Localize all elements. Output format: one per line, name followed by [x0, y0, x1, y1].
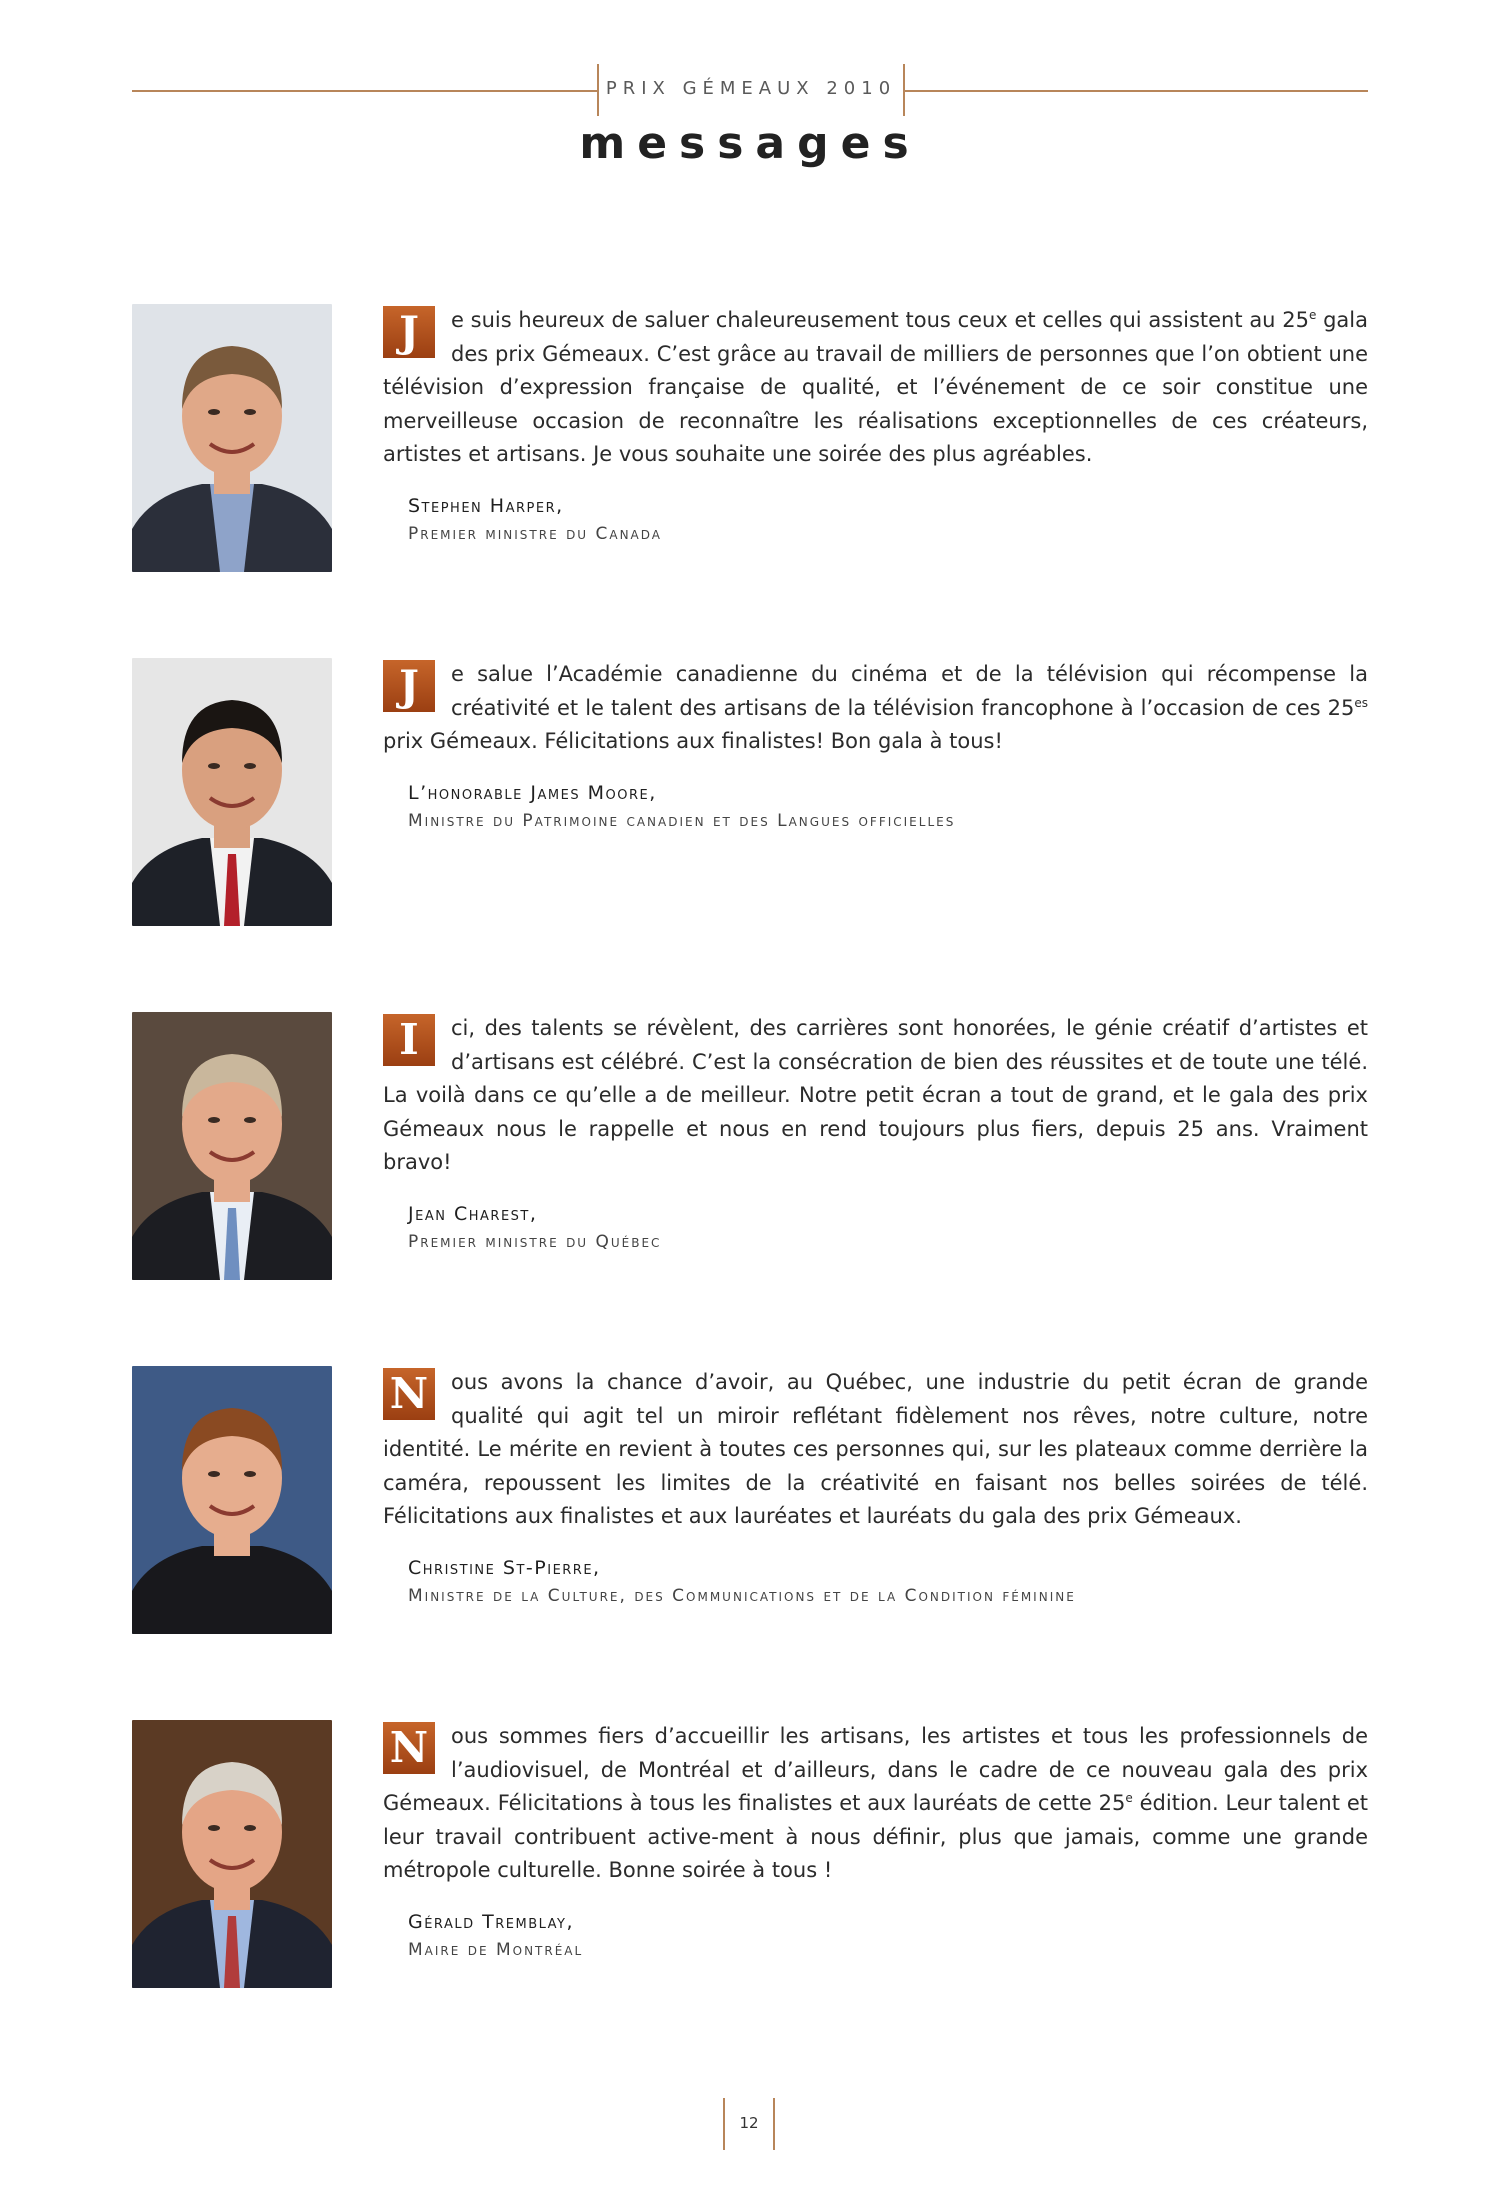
signatory-title: Ministre du Patrimoine canadien et des Langues officielles [408, 810, 956, 831]
message-block [132, 1366, 1368, 1636]
portrait-photo [132, 1366, 332, 1634]
message-text: ci, des talents se révèlent, des carrières sont honorées, le génie créatif d’artistes et d’artisans est célébré. C’est la consécration de bien des réussites et de toute une télé. La voilà dans ce qu’elle a de meilleur. Notre petit écran a tout de grand, et le gala des prix Gémeaux nous le rappelle et nous en rend toujours plus fiers, depuis 25 ans. Vraiment bravo! [383, 1016, 1368, 1174]
message-block [132, 304, 1368, 574]
header-rule-right [905, 90, 1368, 92]
signatory-title: Premier ministre du Canada [408, 523, 662, 544]
signatory-name: Jean Charest, [408, 1202, 538, 1225]
portrait-photo [132, 304, 332, 572]
header-kicker: PRIX GÉMEAUX 2010 [605, 78, 897, 99]
message-block [132, 1720, 1368, 1990]
signature [408, 1888, 1368, 1964]
page-number-box [723, 2098, 775, 2150]
message-text: e suis heureux de saluer chaleureusement tous ceux et celles qui assistent au 25e gala des prix Gémeaux. C’est grâce au travail de milliers de personnes que l’on obtient une télévision d’expression française de qualité, et l’événement de ce soir constitue une merveilleuse occasion de reconnaître les réalisations exceptionnelles de ces créateurs, artistes et artisans. Je vous souhaite une soirée des plus agréables. [383, 308, 1369, 466]
drop-cap: J [383, 306, 435, 358]
portrait-photo [132, 1012, 332, 1280]
message-block [132, 658, 1368, 928]
signatory-name: Stephen Harper, [408, 494, 564, 517]
message-body [383, 1366, 1368, 1610]
message-body [383, 1720, 1368, 1964]
signatory-title: Ministre de la Culture, des Communications et de la Condition féminine [408, 1585, 1076, 1606]
signature [408, 1534, 1368, 1610]
drop-cap: N [383, 1368, 435, 1420]
signatory-name: Christine St-Pierre, [408, 1556, 601, 1579]
signature [408, 472, 1368, 548]
signature [408, 759, 1368, 835]
signatory-title: Premier ministre du Québec [408, 1231, 662, 1252]
header-rule-left [132, 90, 597, 92]
message-body [383, 1012, 1368, 1256]
message-body [383, 658, 1368, 835]
drop-cap: I [383, 1014, 435, 1066]
page-number: 12 [739, 2114, 759, 2132]
message-body [383, 304, 1368, 548]
portrait-photo [132, 1720, 332, 1988]
signatory-name: L’honorable James Moore, [408, 781, 657, 804]
drop-cap: N [383, 1722, 435, 1774]
signature [408, 1180, 1368, 1256]
portrait-photo [132, 658, 332, 926]
message-text: e salue l’Académie canadienne du cinéma et de la télévision qui récompense la créativité et le talent des artisans de la télévision francophone à l’occasion de ces $25^{es}$ prix Gémeaux. Félicitations aux finalistes! Bon gala à tous! [383, 662, 1368, 753]
message-block [132, 1012, 1368, 1282]
message-text: ous sommes fiers d’accueillir les artisans, les artistes et tous les professionnels de l’audiovisuel, de Montréal et d’ailleurs, dans le cadre de ce nouveau gala des prix Gémeaux. Félicitations à tous les finalistes et aux lauréats de cette 25e édition. Leur talent et leur travail contribuent active-ment à nous définir, plus que jamais, comme une grande métropole culturelle. Bonne soirée à tous ! [383, 1724, 1368, 1882]
message-text: ous avons la chance d’avoir, au Québec, une industrie du petit écran de grande qualité qui agit tel un miroir reflétant fidèlement nos rêves, notre culture, notre identité. Le mérite en revient à toutes ces personnes qui, sur les plateaux comme derrière la caméra, repoussent les limites de la créativité en faisant nos belles soirées de télé. Félicitations aux finalistes et aux lauréates et lauréats du gala des prix Gémeaux. [383, 1370, 1368, 1528]
header-kicker-box [597, 64, 905, 116]
drop-cap: J [383, 660, 435, 712]
signatory-title: Maire de Montréal [408, 1939, 584, 1960]
page-title: messages [579, 118, 921, 169]
signatory-name: Gérald Tremblay, [408, 1910, 575, 1933]
